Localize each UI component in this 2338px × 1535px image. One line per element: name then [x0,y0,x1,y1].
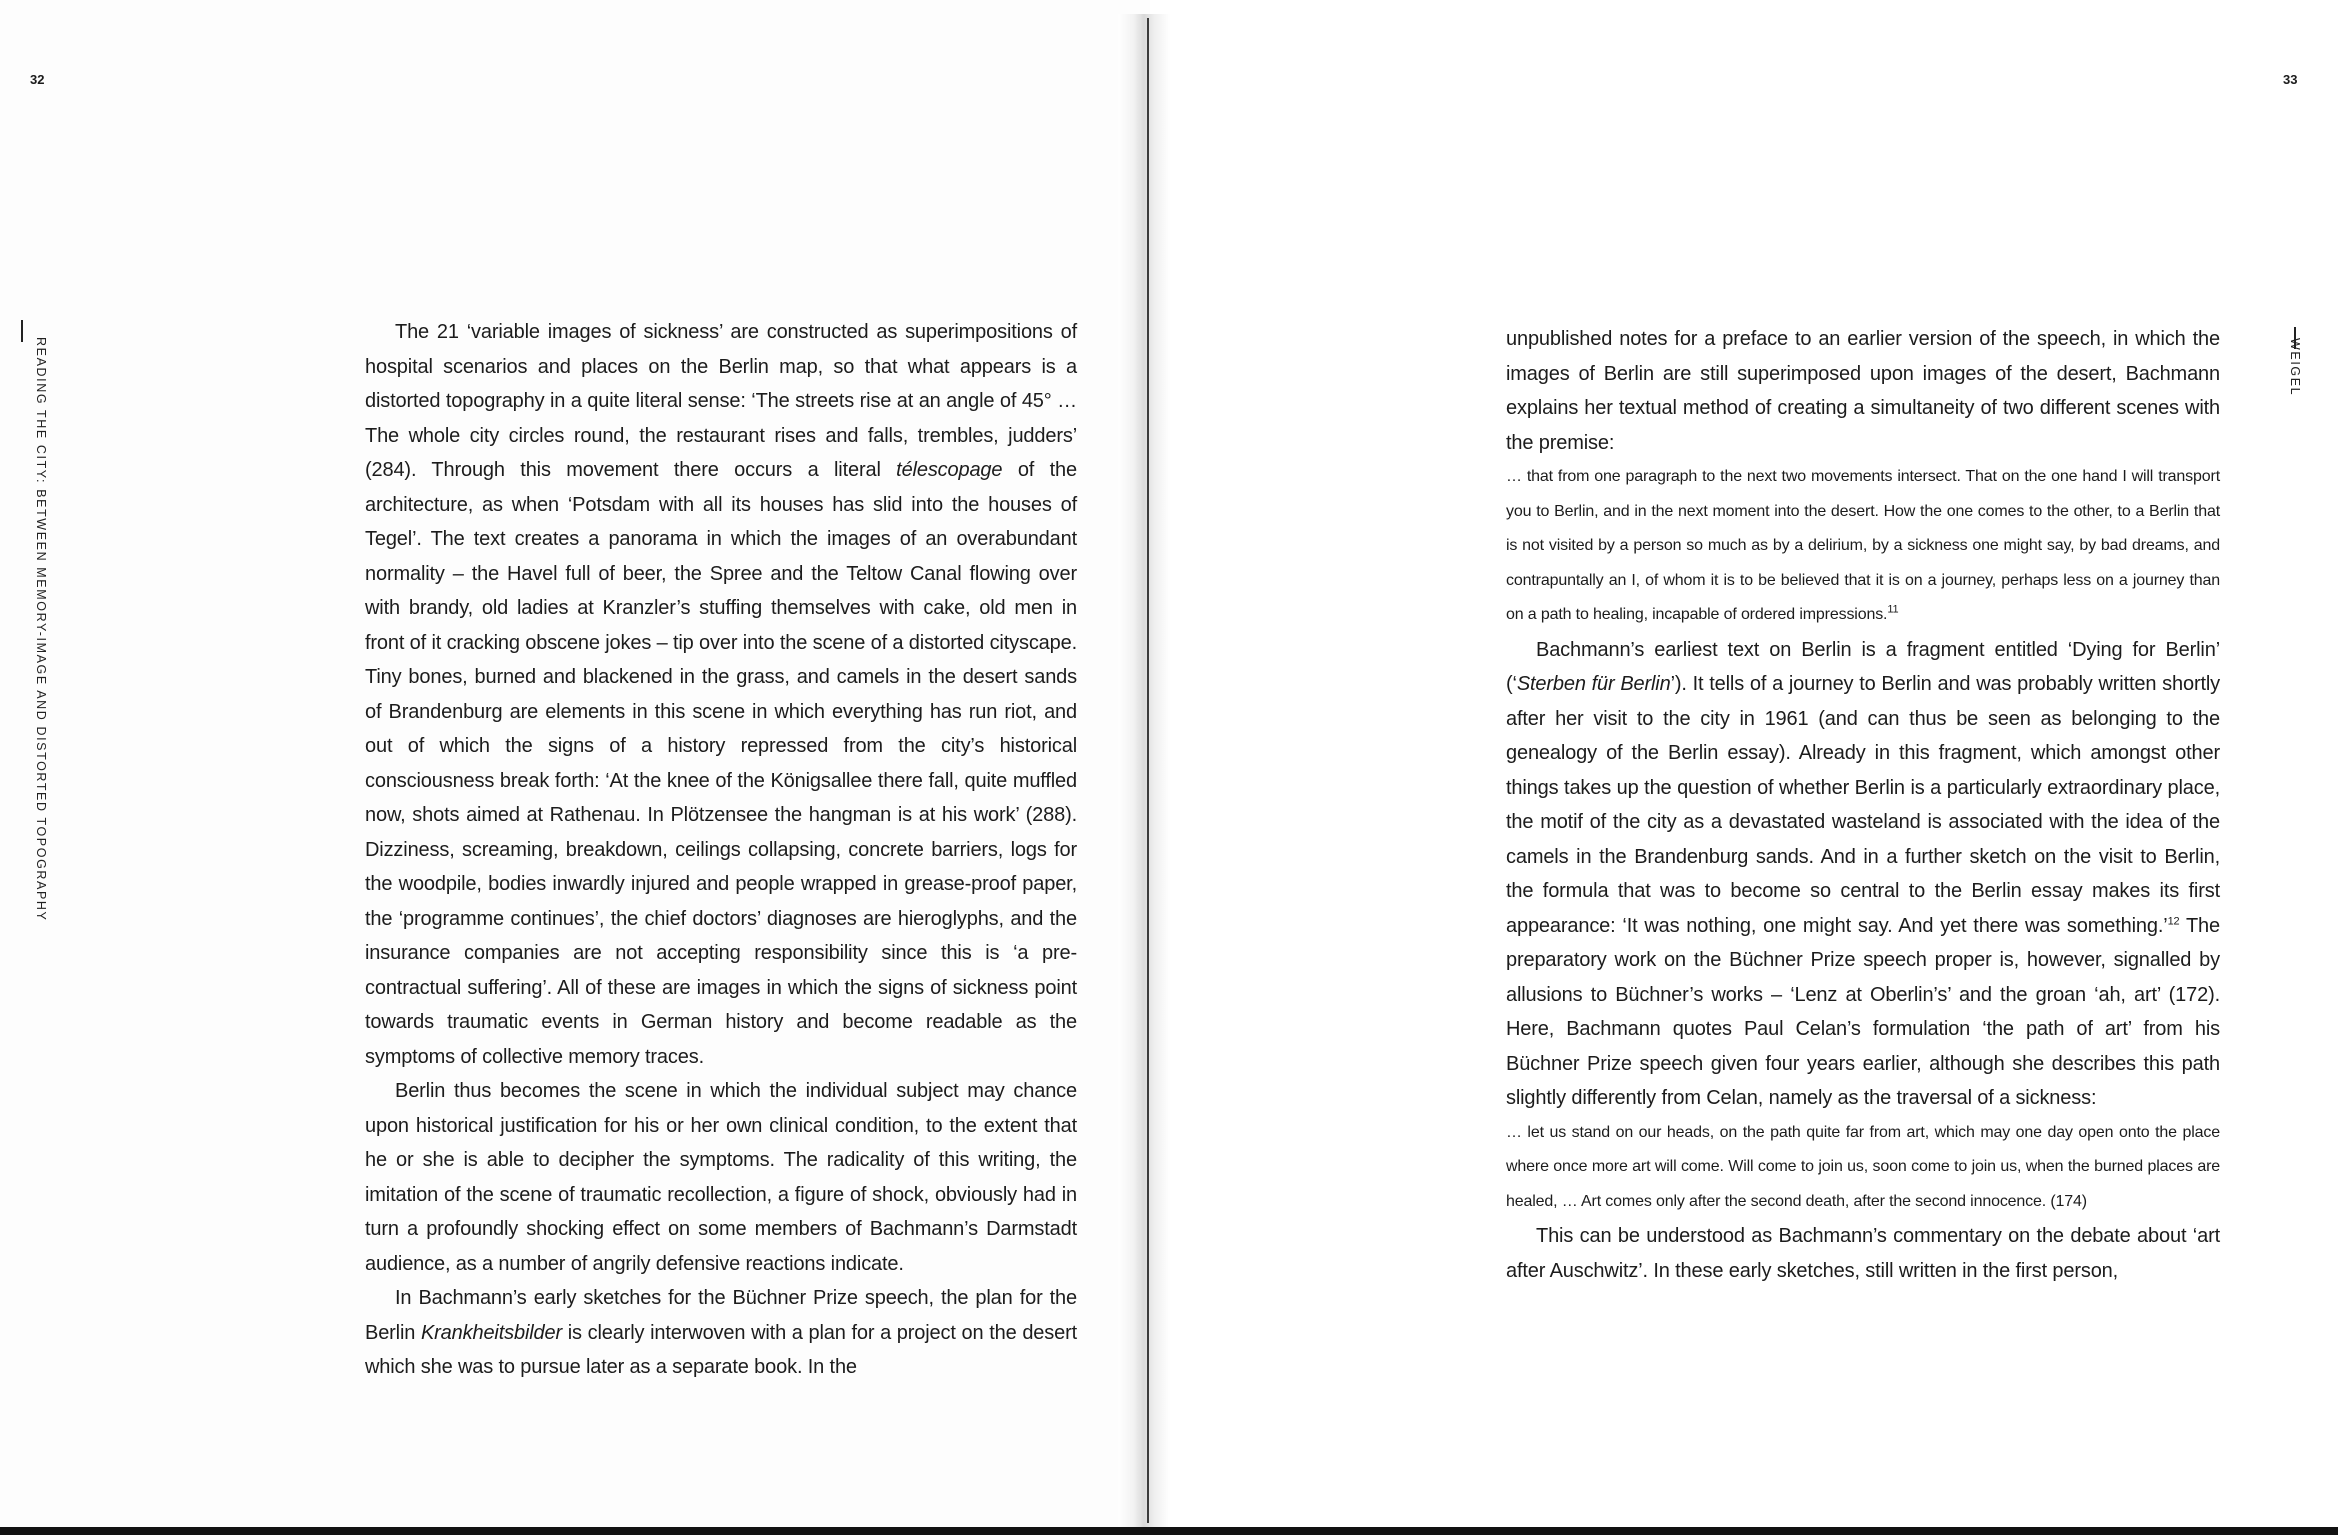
right-paragraph-1: unpublished notes for a preface to an earlier version of the speech, in which the images of Berlin are still superimposed upon images of the desert, Bachmann explains her textual method of creating a simultaneity of two different scenes with the premise: [1506,328,2220,454]
right-running-head: WEIGEL [2288,338,2302,397]
left-paragraph-1-italic: télescopage [896,459,1003,481]
left-running-head-rule [21,320,23,342]
left-paragraph-1-text-a: The 21 ‘variable images of sickness’ are constructed as superimpositions of hospital scenarios and places on the Berlin map, so that what appears is a distorted topography in a quite literal sense: ‘The streets rise at an angle of 45° … The whole city circles round, the restaurant rises and falls, trembles, judders’ (284). Through this movement there occurs a literal [365,321,1077,481]
left-page-text [365,315,1077,1385]
left-paragraph-3-italic: Krankheitsbilder [420,1321,562,1344]
right-paragraph-2-text-c: ’). It tells of a journey to Berlin and was probably written shortly after her visit to the city in 1961 (and can thus be seen as belonging to the genealogy of the Berlin essay). Already in this fragment, which amongst other things takes up the question of whether Berlin is a particularly extraordinary place, the motif of the city as a devastated wasteland is associated with the idea of the camels in the Brandenburg sands. And in a further sketch on the visit to Berlin, the formula that was to become so central to the Berlin essay makes its first appearance: ‘It was nothing, one might say. And yet there was something.’ [1506,673,2221,937]
left-paragraph-3-text-c: is clearly interwoven with a plan for a project on the desert which she was to pursue later as a separate book. In the [365,1321,1078,1378]
right-paragraph-2-text-a: Bachmann’s earliest text on Berlin is a fragment entitled ‘Dying for Berlin’ (‘ [1506,638,2220,695]
block-quote-1 [1506,460,2220,633]
right-paragraph-3: This can be understood as Bachmann’s commentary on the debate about ‘art after Auschwitz’. In these early sketches, still written in the first person, [1506,1225,2220,1282]
right-paragraph-2-text-d: The preparatory work on the Büchner Prize speech proper is, however, signalled by allusions to Büchner’s works – ‘Lenz at Oberlin’s’ and the groan ‘ah, art’ (172). Here, Bachmann quotes Paul Celan’s formulation ‘the path of art’ from his Büchner Prize speech given four years earlier, although she describes this path slightly differently from Celan, namely as the traversal of a sickness: [1506,914,2220,1109]
left-paragraph-2: Berlin thus becomes the scene in which the individual subject may chance upon historical justification for his or her own clinical condition, to the extent that he or she is able to decipher the symptoms. The radicality of this writing, the imitation of the scene of traumatic recollection, a figure of shock, obviously had in turn a profoundly shocking effect on some members of Bachmann’s Darmstadt audience, as a number of angrily defensive reactions indicate. [365,1080,1077,1275]
left-paragraph-1-text-c: of the architecture, as when ‘Potsdam with all its houses has slid into the houses of Tegel’. The text creates a panorama in which the images of an overabundant normality – the Havel full of beer, the Spree and the Teltow Canal flowing over with brandy, old ladies at Kranzler’s stuffing themselves with cake, old men in front of it cracking obscene jokes – tip over into the scene of a distorted cityscape. Tiny bones, burned and blackened in the grass, and camels in the desert sands of Brandenburg are elements in this scene in which everything has run riot, and out of which the signs of a history repressed from the city’s historical consciousness break forth: ‘At the knee of the Königsallee there fall, quite muffled now, shots aimed at Rathenau. In Plötzensee the hangman is at his work’ (288). Dizziness, screaming, breakdown, ceilings collapsing, concrete barriers, logs for the woodpile, bodies inwardly injured and people wrapped in grease-proof paper, the ‘programme continues’, the chief doctors’ diagnoses are hieroglyphs, and the insurance companies are not accepting responsibility since this is ‘a pre-contractual suffering’. All of these are images in which the signs of sickness point towards traumatic events in German history and become readable as the symptoms of collective memory traces. [365,459,1077,1068]
scan-bottom-edge [0,1527,2338,1535]
right-page-number: 33 [2283,72,2298,87]
left-paragraph-3-text-a: In Bachmann’s early sketches for the Büchner Prize speech, the plan for the Berlin [365,1287,1077,1344]
left-page-number: 32 [30,72,45,87]
gutter-fold-line [1147,18,1149,1523]
left-paragraph-3 [365,1281,1077,1385]
right-paragraph-2 [1506,633,2220,1116]
right-page-text [1506,322,2220,1288]
left-paragraph-1 [365,315,1077,1074]
footnote-ref-12: 12 [2167,914,2180,927]
block-quote-2: … let us stand on our heads, on the path quite far from art, which may one day open onto the place where once more art will come. Will come to join us, soon come to join us, when the burned places are healed, … Art comes only after the second death, after the second innocence. (174) [1506,1123,2220,1210]
left-running-head: READING THE CITY: BETWEEN MEMORY-IMAGE AND DISTORTED TOPOGRAPHY [34,337,48,922]
book-gutter [1118,14,1170,1529]
block-quote-1-text: … that from one paragraph to the next two movements intersect. That on the one hand I will transport you to Berlin, and in the next moment into the desert. How the one comes to the other, to a Berlin that is not visited by a person so much as by a delirium, by a sickness one might say, by bad dreams, and contrapuntally an I, of whom it is to be believed that it is on a journey, perhaps less on a journey than on a path to healing, incapable of ordered impressions. [1506,468,2220,623]
right-paragraph-2-italic: Sterben für Berlin [1516,673,1671,695]
footnote-ref-11: 11 [1887,603,1899,616]
